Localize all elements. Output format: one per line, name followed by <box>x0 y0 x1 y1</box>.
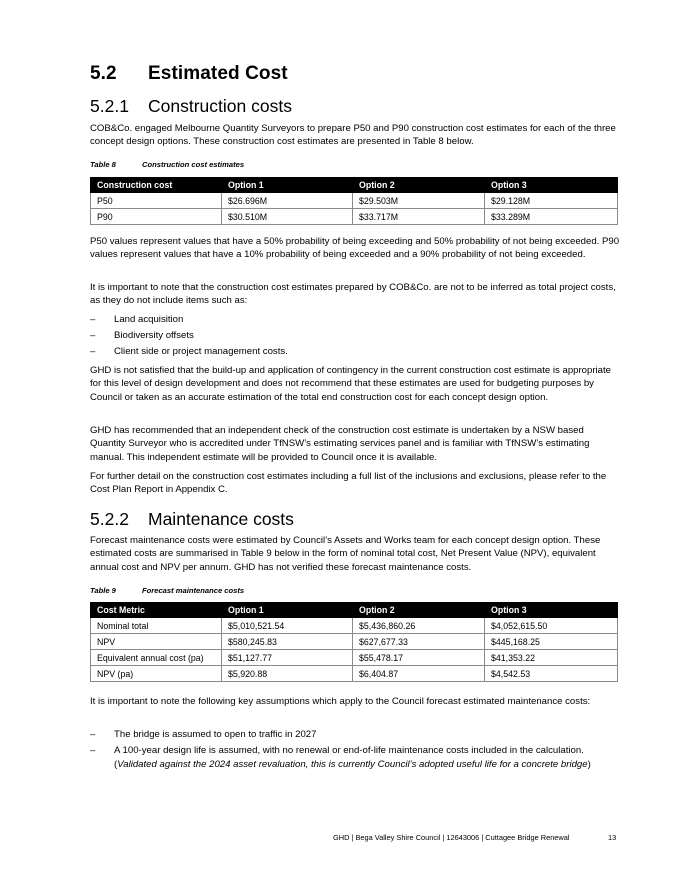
dash-marker: – <box>90 330 96 342</box>
table-cell: $580,245.83 <box>222 634 353 650</box>
table-cell: $55,478.17 <box>353 650 485 666</box>
list-item <box>90 345 620 358</box>
page-number: 13 <box>608 833 617 842</box>
assumptions-intro: It is important to note the following key assumptions which apply to the Council forecast estimated maintenance costs: <box>90 696 591 707</box>
construction-heading <box>90 96 292 117</box>
table9-label: Table 9 <box>90 586 116 595</box>
table-cell: $33.717M <box>353 209 485 225</box>
table-cell: $51,127.77 <box>222 650 353 666</box>
dash-marker: – <box>90 314 96 325</box>
table-row <box>91 209 618 225</box>
construction-intro: COB&Co. engaged Melbourne Quantity Surveyors to prepare P50 and P90 construction cost estimates for each of the three concept design options. These construction cost estimates are presented in Table 8 below. <box>90 123 616 148</box>
table-row <box>91 618 618 634</box>
maintenance-title: Maintenance costs <box>148 509 294 529</box>
table-header-cell: Option 2 <box>353 178 485 193</box>
ghd-not-satisfied-paragraph: GHD is not satisfied that the build-up and application of contingency in the current construction cost estimate is appropriate for this level of design development and does not recommend that these estimates are used for budgeting purposes by Council or taken as an accurate estimation of the total end construction cost for each concept design option. <box>90 365 612 403</box>
maintenance-intro: Forecast maintenance costs were estimated by Council’s Assets and Works team for each concept design option. These estimated costs are summarised in Table 9 below in the form of nominal total cost, Net Present Value (NPV), equivalent annual cost and NPV per annum. GHD has not verified these forecast maintenance costs. <box>90 535 601 573</box>
paren-open: ( <box>114 758 118 770</box>
table-cell: $5,920.88 <box>222 666 353 682</box>
table8-caption <box>90 160 244 169</box>
section-heading <box>90 63 288 85</box>
list-item-text: Client side or project management costs. <box>114 346 288 358</box>
list-item <box>90 744 620 771</box>
table-header-cell: Construction cost <box>91 178 222 193</box>
table-cell: NPV (pa) <box>91 666 222 682</box>
p50-p90-explanation: P50 values represent values that have a 50% probability of being exceeding and 50% probability of not being exceeded. P90 values represent values that have a 10% probability of being exceeded and a 90% probability of not being exceeded. <box>90 236 620 261</box>
table-header-cell: Option 3 <box>485 603 618 618</box>
table-cell: $26.696M <box>222 193 353 209</box>
list-item <box>90 728 620 741</box>
table-cell: $445,168.25 <box>485 634 618 650</box>
list-item <box>90 313 620 326</box>
list-item-text: A 100-year design life is assumed, with no renewal or end-of-life maintenance costs included in the calculation. <box>114 745 584 757</box>
table-header-cell: Option 3 <box>485 178 618 193</box>
table-cell: $627,677.33 <box>353 634 485 650</box>
section-number: 5.2 <box>90 63 117 84</box>
assumptions-list <box>90 728 620 774</box>
further-detail-paragraph: For further detail on the construction cost estimates including a full list of the inclusions and exclusions, please refer to the Cost Plan Report in Appendix C. <box>90 471 607 496</box>
maintenance-heading <box>90 509 294 530</box>
table-row <box>91 666 618 682</box>
maintenance-cost-table <box>90 602 618 682</box>
list-item-text: The bridge is assumed to open to traffic in 2027 <box>114 729 317 740</box>
maintenance-number: 5.2.2 <box>90 509 129 529</box>
table-cell: $6,404.87 <box>353 666 485 682</box>
dash-marker: – <box>90 729 96 740</box>
table9-caption <box>90 586 244 595</box>
table-cell: $41,353.22 <box>485 650 618 666</box>
dash-marker: – <box>90 745 96 757</box>
table-cell: $29.503M <box>353 193 485 209</box>
list-item <box>90 329 620 342</box>
table-cell: $5,010,521.54 <box>222 618 353 634</box>
table-cell: $4,542.53 <box>485 666 618 682</box>
table9-title: Forecast maintenance costs <box>142 586 245 595</box>
table-cell: P50 <box>91 193 222 209</box>
table-row <box>91 650 618 666</box>
table-header-row <box>91 178 618 193</box>
table-row <box>91 193 618 209</box>
section-title: Estimated Cost <box>148 63 288 84</box>
table-cell: $33.289M <box>485 209 618 225</box>
list-item-text: Land acquisition <box>114 314 184 325</box>
construction-number: 5.2.1 <box>90 96 129 116</box>
paren-close: ) <box>587 758 591 770</box>
table-header-cell: Option 2 <box>353 603 485 618</box>
table8-title: Construction cost estimates <box>142 160 245 169</box>
table-header-cell: Option 1 <box>222 178 353 193</box>
table-cell: $29.128M <box>485 193 618 209</box>
table-cell: $5,436,860.26 <box>353 618 485 634</box>
table-header-row <box>91 603 618 618</box>
table-cell: Equivalent annual cost (pa) <box>91 650 222 666</box>
table-row <box>91 634 618 650</box>
table-cell: Nominal total <box>91 618 222 634</box>
table-cell: $30.510M <box>222 209 353 225</box>
table-header-cell: Option 1 <box>222 603 353 618</box>
dash-marker: – <box>90 346 96 358</box>
construction-title: Construction costs <box>148 96 292 116</box>
table-cell: NPV <box>91 634 222 650</box>
table-cell: P90 <box>91 209 222 225</box>
table-cell: $4,052,615.50 <box>485 618 618 634</box>
construction-cost-table <box>90 177 618 225</box>
construction-exclusions-list <box>90 313 620 362</box>
construction-note: It is important to note that the construction cost estimates prepared by COB&Co. are not to be inferred as total project costs, as they do not include items such as: <box>90 282 616 307</box>
page-footer: GHD | Bega Valley Shire Council | 12643006 | Cuttagee Bridge Renewal <box>333 833 570 842</box>
ghd-recommended-paragraph: GHD has recommended that an independent check of the construction cost estimate is undertaken by a NSW based Quantity Surveyor who is accredited under TfNSW’s estimating services panel and is familiar with TfNSW’s estimating manual. This independent estimate will be provided to Council once it is available. <box>90 425 590 463</box>
list-item-italic-note: Validated against the 2024 asset revaluation, this is currently Council’s adopted useful life for a concrete bridge <box>117 758 588 770</box>
table-header-cell: Cost Metric <box>91 603 222 618</box>
table8-label: Table 8 <box>90 160 116 169</box>
list-item-text: Biodiversity offsets <box>114 330 194 342</box>
